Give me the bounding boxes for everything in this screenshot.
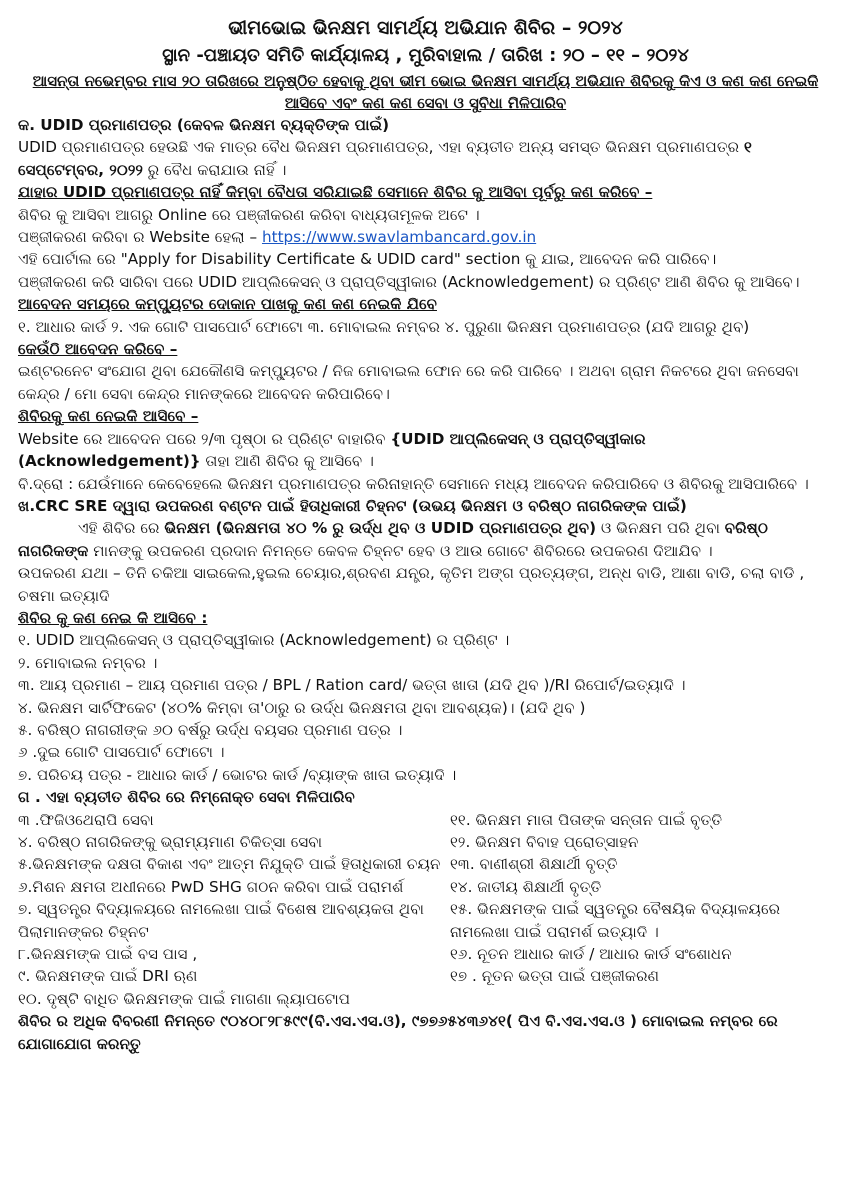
what-bring-text: Website ରେ ଆବେଦନ ପରେ ୨/୩ ପୃଷ୍ଠା ର ପ୍ରିଣ୍ଟ ବାହାରିବ {UDID ଆପ୍ଲିକେସନ୍ ଓ ପ୍ରାପ୍ତିସ୍ୱୀକାର (Acknowledgement)} ତାହା ଆଣି ଶିବିର କୁ ଆସିବେ । [18, 429, 646, 471]
services-row [18, 988, 833, 1010]
udid-validity-text: UDID ପ୍ରମାଣପତ୍ର ହେଉଛି ଏକ ମାତ୍ର ବୈଧ ଭିନକ୍ଷମ ପ୍ରମାଣପତ୍ର, ଏହା ବ୍ୟତୀତ ଅନ୍ୟ ସମସ୍ତ ଭିନକ୍ଷମ ପ୍ରମାଣପତ୍ର ୧ ସେପ୍ଟେମ୍ବର, ୨୦୨୨ ରୁ ବୈଧ କରାଯାଉ ନାହିଁ । [18, 138, 752, 179]
subheading-documents: ଆବେଦନ ସମୟରେ କମ୍ପ୍ୟୁଟର ଦୋକାନ ପାଖକୁ କଣ କଣ ନେଇକି ଯିବେ [18, 295, 437, 314]
contact-line: ଶିବିର ର ଅଧିକ ବିବରଣୀ ନିମନ୍ତେ ୯୦୪୦୮୨୮୫୯୯(ବି.ଏସ.ଏସ.ଓ), ୯୭୭୬୫୪୩୬୪୧( ପିଏ ବି.ଏସ.ଏସ.ଓ ) ମୋବାଇଲ ନମ୍ବର ରେ ଯୋଗାଯୋଗ କରନ୍ତୁ [18, 1012, 778, 1053]
service-item: ୧୬. ନୂତନ ଆଧାର କାର୍ଡ / ଆଧାର କାର୍ଡ ସଂଶୋଧନ [450, 945, 732, 964]
equipment-eligibility-text: ଏହି ଶିବିର ରେ ଭିନକ୍ଷମ (ଭିନକ୍ଷମତା ୪୦ % ରୁ ଉର୍ଦ୍ଧ ଥିବ ଓ UDID ପ୍ରମାଣପତ୍ର ଥିବ) ଓ ଭିନକ୍ଷମ ପରି ଥିବା ବରିଷ୍ଠ ନାଗରିକଙ୍କ ମାନଙ୍କୁ ଉପକରଣ ପ୍ରଦାନ ନିମନ୍ତେ କେବଳ ଚିହ୍ନଟ ହେବ ଓ ଆଉ ଗୋଟେ ଶିବିରରେ ଉପକରଣ ଦିଆଯିବ । [18, 519, 768, 560]
list-item: ୫. ବରିଷ୍ଠ ନାଗରୀଙ୍କ ୬୦ ବର୍ଷରୁ ଉର୍ଦ୍ଧ ବୟସର ପ୍ରମାଣ ପତ୍ର । [18, 720, 403, 739]
section-a-heading: କ. UDID ପ୍ରମାଣପତ୍ର (କେବଳ ଭିନକ୍ଷମ ବ୍ୟକ୍ତିଙ୍କ ପାଇଁ) [18, 116, 390, 134]
service-item: ୯. ଭିନକ୍ଷମଙ୍କ ପାଇଁ DRI ଋଣ [18, 967, 198, 986]
bring-items-list [18, 629, 833, 786]
subheading-where-apply: କେଉଁଠି ଆବେଦନ କରିବେ – [18, 340, 178, 359]
where-apply-text: ଇଣ୍ଟରନେଟ ସଂଯୋଗ ଥିବା ଯେକୌଣସି କମ୍ପ୍ୟୁଟର / ନିଜ ମୋବାଇଲ ଫୋନ ରେ କରି ପାରିବେ । ଅଥବା ଗ୍ରାମ ନିକଟରେ ଥିବା ଜନସେବା କେନ୍ଦ୍ର / ମୋ ସେବା କେନ୍ଦ୍ର ମାନଙ୍କରେ ଆବେଦନ କରିପାରିବେ। [18, 362, 799, 403]
list-item: ୩. ଆୟ ପ୍ରମାଣ – ଆୟ ପ୍ରମାଣ ପତ୍ର / BPL / Ration card/ ଭତ୍ତା ଖାତା (ଯଦି ଥିବ )/RI ରିପୋର୍ଟ/ଇତ୍ୟାଦି । [18, 676, 686, 695]
services-row [18, 809, 833, 831]
services-row [18, 965, 833, 987]
website-link[interactable]: https://www.swavlambancard.gov.in [261, 228, 537, 247]
service-item: ୫.ଭିନକ୍ଷମଙ୍କ ଦକ୍ଷତା ବିକାଶ ଏବଂ ଆତ୍ମ ନିଯୁକ୍ତି ପାଇଁ ହିତାଧିକାରୀ ଚୟନ [18, 855, 441, 874]
list-item: ୧. UDID ଆପ୍ଲିକେସନ୍ ଓ ପ୍ରାପ୍ତିସ୍ୱୀକାର (Acknowledgement) ର ପ୍ରିଣ୍ଟ । [18, 631, 510, 650]
services-grid [18, 809, 833, 1011]
subheading-bring-to-camp: ଶିବିର କୁ କଣ ନେଇ କି ଆସିବେ : [18, 608, 208, 627]
portal-instructions: ଏହି ପୋର୍ଟାଲ ରେ "Apply for Disability Certificate & UDID card" section କୁ ଯାଇ, ଆବେଦନ କରି ପାରିବେ। [18, 250, 717, 269]
services-row [18, 853, 833, 875]
note-text: ବି.ଦ୍ରୋ : ଯେଉଁମାନେ କେବେହେଲେ ଭିନକ୍ଷମ ପ୍ରମାଣପତ୍ର କରିନାହାନ୍ତି ସେମାନେ ମଧ୍ୟ ଆବେଦନ କରିପାରିବେ ଓ ଶିବିରକୁ ଆସିପାରିବେ । [18, 474, 809, 493]
online-registration-text: ଶିବିର କୁ ଆସିବା ଆଗରୁ Online ରେ ପଞ୍ଜୀକରଣ କରିବା ବାଧ୍ୟତାମୂଳକ ଅଟେ । [18, 205, 480, 224]
section-b-heading: ଖ.CRC SRE ଦ୍ୱାରା ଉପକରଣ ବଣ୍ଟନ ପାଇଁ ହିତାଧିକାରୀ ଚିହ୍ନଟ (ଉଭୟ ଭିନକ୍ଷମ ଓ ବରିଷ୍ଠ ନାଗରିକଙ୍କ ପାଇଁ) [18, 496, 687, 515]
service-item: ୧୦. ଦୃଷ୍ଟି ବାଧିତ ଭିନକ୍ଷମଙ୍କ ପାଇଁ ମାଗଣା ଲ୍ୟାପଟୋପ [18, 989, 351, 1008]
validity-date: ୧ ସେପ୍ଟେମ୍ବର, ୨୦୨୨ [18, 138, 752, 179]
subheading-what-bring: ଶିବିରକୁ କଣ ନେଇକି ଆସିବେ – [18, 407, 199, 426]
intro-text: ଆସନ୍ତା ନଭେମ୍ବର ମାସ ୨୦ ତାରିଖରେ ଅନୁଷ୍ଠିତ ହେବାକୁ ଥିବା ଭୀମ ଭୋଇ ଭିନକ୍ଷମ ସାମର୍ଥ୍ୟ ଅଭିଯାନ ଶିବିରକୁ କିଏ ଓ କଣ କଣ ନେଇକି ଆସିବେ ଏବଂ କଣ କଣ ସେବା ଓ ସୁବିଧା ମିଳିପାରିବ [32, 72, 819, 112]
service-item: ୧୭ . ନୂତନ ଭତ୍ତା ପାଇଁ ପଞ୍ଜୀକରଣ [450, 967, 660, 986]
service-item [450, 988, 833, 1010]
list-item: ୨. ମୋବାଇଲ ନମ୍ବର । [18, 653, 158, 672]
service-item: ୧୧. ଭିନକ୍ଷମ ମାତା ପିତାଙ୍କ ସନ୍ତାନ ପାଇଁ ବୃତ୍ତି [450, 810, 723, 829]
service-item: ୧୪. ଜାତୀୟ ଶିକ୍ଷାର୍ଥୀ ବୃତ୍ତି [450, 877, 602, 896]
service-item: ୭. ସ୍ୱତନ୍ତ୍ର ବିଦ୍ୟାଳୟରେ ନାମଲେଖା ପାଇଁ ବିଶେଷ ଆବଶ୍ୟକତା ଥିବା ପିଲାମାନଙ୍କର ଚିହ୍ନଟ [18, 900, 425, 941]
service-item: ୧୨. ଭିନକ୍ଷମ ବିବାହ ପ୍ରୋତ୍ସାହନ [450, 833, 639, 851]
print-instructions: ପଞ୍ଜୀକରଣ କରି ସାରିବା ପରେ UDID ଆପ୍ଲିକେସନ୍ ଓ ପ୍ରାପ୍ତିସ୍ୱୀକାର (Acknowledgement) ର ପ୍ରିଣ୍ଟ ଆଣି ଶିବିର କୁ ଆସିବେ। [18, 272, 800, 291]
venue-date-line: ସ୍ଥାନ -ପଞ୍ଚାୟତ ସମିତି କାର୍ଯ୍ୟାଳୟ , ମୁରିବାହାଲ / ତାରିଖ : ୨୦ – ୧୧ – ୨୦୨୪ [162, 45, 689, 66]
subheading-before-camp: ଯାହାର UDID ପ୍ରମାଣପତ୍ର ନାହିଁ କିମ୍ବା ବୈଧତା ସରିଯାଇଛି ସେମାନେ ଶିବିର କୁ ଆସିବା ପୂର୍ବରୁ କଣ କରିବେ – [18, 183, 653, 202]
notice-title: ଭୀମଭୋଇ ଭିନକ୍ଷମ ସାମର୍ଥ୍ୟ ଅଭିଯାନ ଶିବିର – ୨୦୨୪ [228, 17, 623, 39]
list-item: ୬ .ଦୁଇ ଗୋଟି ପାସପୋର୍ଟ ଫୋଟୋ । [18, 743, 225, 762]
service-item: ୧୫. ଭିନକ୍ଷମଙ୍କ ପାଇଁ ସ୍ୱତନ୍ତ୍ର ବୈଷୟିକ ବିଦ୍ୟାଳୟରେ ନାମଲେଖା ପାଇଁ ପରାମର୍ଶ ଇତ୍ୟାଦି । [450, 900, 781, 941]
service-item: ୧୩. ବାଣୀଶ୍ରୀ ଶିକ୍ଷାର୍ଥୀ ବୃତ୍ତି [450, 855, 618, 874]
section-c-heading: ଗ . ଏହା ବ୍ୟତୀତ ଶିବିର ରେ ନିମ୍ନୋକ୍ତ ସେବା ମିଳିପାରିବ [18, 788, 355, 807]
list-item: ୪. ଭିନକ୍ଷମ ସାର୍ଟିଫିକେଟ (୪୦% କିମ୍ବା ତା'ଠାରୁ ର ଉର୍ଦ୍ଧ ଭିନକ୍ଷମତା ଥିବା ଆବଶ୍ୟକ)। (ଯଦି ଥିବ ) [18, 698, 586, 717]
services-row [18, 943, 833, 965]
service-item: ୬.ମିଶନ କ୍ଷମତା ଅଧୀନରେ PwD SHG ଗଠନ କରିବା ପାଇଁ ପରାମର୍ଶ [18, 877, 404, 896]
services-row [18, 876, 833, 898]
services-row [18, 898, 833, 943]
service-item: ୩ .ଫିଜିଓଥେରାପି ସେବା [18, 810, 154, 829]
list-item: ୭. ପରିଚୟ ପତ୍ର - ଆଧାର କାର୍ଡ / ଭୋଟର କାର୍ଡ /ବ୍ୟାଙ୍କ ଖାତା ଇତ୍ୟାଦି । [18, 765, 457, 784]
services-row [18, 831, 833, 853]
service-item: ୮.ଭିନକ୍ଷମଙ୍କ ପାଇଁ ବସ ପାସ , [18, 945, 198, 964]
equipment-list-text: ଉପକରଣ ଯଥା – ତିନି ଚକିଆ ସାଇକେଲ,ହୁଇଲ ଚେୟାର,ଶ୍ରବଣ ଯନ୍ତ୍ର, କୃତିମ ଅଙ୍ଗ ପ୍ରତ୍ୟଙ୍ଗ, ଅନ୍ଧ ବାଡି, ଆଶା ବାଡି, ଚଲା ବାଡି , ଚଷମା ଇତ୍ୟାଦି [18, 564, 805, 605]
service-item: ୪. ବରିଷ୍ଠ ନାଗରିକଙ୍କୁ ଭ୍ରାମ୍ୟମାଣ ଚିକିତ୍ସା ସେବା [18, 833, 323, 851]
documents-list: ୧. ଆଧାର କାର୍ଡ ୨. ଏକ ଗୋଟି ପାସପୋର୍ଟ ଫୋଟୋ ୩. ମୋବାଇଲ ନମ୍ବର ୪. ପୁରୁଣା ଭିନକ୍ଷମ ପ୍ରମାଣପତ୍ର (ଯଦି ଆଗରୁ ଥିବ) [18, 317, 750, 336]
website-line: ପଞ୍ଜୀକରଣ କରିବା ର Website ହେଲା – https://www.swavlambancard.gov.in [18, 228, 537, 247]
